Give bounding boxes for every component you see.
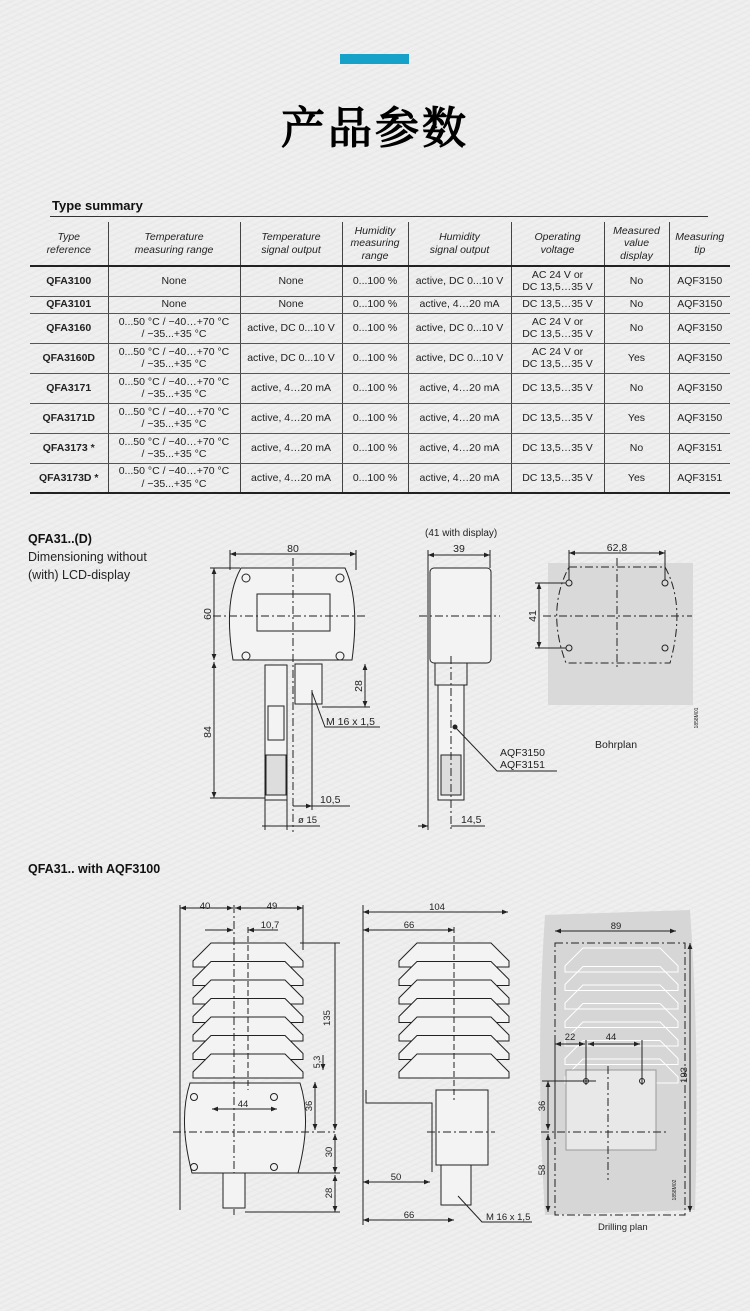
display-flag-cell: No (604, 433, 669, 463)
humidity-range-cell: 0...100 % (342, 463, 408, 493)
temperature-range-line: / −35...+35 °C (141, 477, 207, 490)
section1-desc-line2: (with) LCD-display (28, 568, 131, 582)
temperature-range-line: / −35...+35 °C (141, 448, 207, 460)
temperature-range-line: None (161, 275, 187, 287)
display-flag-cell: Yes (604, 403, 669, 433)
column-header-line: range (361, 249, 389, 262)
dim-36-plan: 36 (537, 1100, 548, 1112)
operating-voltage-line: DC 13,5…35 V (522, 381, 593, 394)
column-header-line: measuring range (134, 243, 214, 256)
column-header-line: Humidity (354, 224, 396, 237)
dim-dia-15: ø 15 (298, 815, 318, 826)
dim-thread-1: M 16 x 1,5 (326, 716, 376, 728)
display-flag-cell: Yes (604, 343, 669, 373)
dim-49: 49 (266, 901, 278, 912)
column-header-line: Measured (613, 224, 660, 237)
operating-voltage-line: DC 13,5…35 V (522, 281, 593, 294)
drilling-plan-caption: Drilling plan (598, 1222, 648, 1233)
dim-60: 60 (202, 608, 214, 620)
dim-28-front: 28 (324, 1187, 335, 1199)
column-header-line: Type (57, 231, 81, 243)
type-reference-cell: QFA3173 * (30, 433, 108, 463)
dim-41: 41 (527, 610, 539, 622)
dim-40: 40 (199, 901, 211, 912)
temperature-output-cell: active, DC 0...10 V (240, 313, 342, 343)
temperature-output-cell: active, 4…20 mA (240, 373, 342, 403)
display-flag-cell: No (604, 266, 669, 296)
operating-voltage-line: DC 13,5…35 V (522, 441, 593, 454)
dim-50: 50 (390, 1172, 402, 1183)
temperature-range-line: 0...50 °C / −40…+70 °C (118, 345, 230, 358)
column-header-line: measuring (350, 237, 400, 250)
temperature-range-line: / −35...+35 °C (141, 388, 207, 400)
measuring-tip-cell: AQF3150 (669, 343, 730, 373)
dim-80: 80 (287, 543, 299, 555)
dim-10-5: 10,5 (320, 794, 341, 806)
type-reference-cell: QFA3100 (30, 266, 108, 296)
display-flag-cell: Yes (604, 463, 669, 493)
temperature-output-cell: active, 4…20 mA (240, 403, 342, 433)
column-header-line: Operating (534, 231, 581, 243)
dim-58: 58 (537, 1164, 548, 1176)
measuring-tip-cell: AQF3151 (669, 433, 730, 463)
humidity-range-cell: 0...100 % (342, 296, 408, 313)
humidity-range-cell: 0...100 % (342, 403, 408, 433)
measuring-tip-cell: AQF3150 (669, 266, 730, 296)
temperature-range-line: 0...50 °C / −40…+70 °C (118, 435, 230, 448)
humidity-range-cell: 0...100 % (342, 433, 408, 463)
humidity-range-cell: 0...100 % (342, 266, 408, 296)
operating-voltage-line: DC 13,5…35 V (522, 471, 593, 484)
dim-104: 104 (429, 902, 445, 913)
dim-30: 30 (324, 1146, 335, 1158)
temperature-range-line: / −35...+35 °C (141, 358, 207, 370)
type-reference-cell: QFA3173D * (30, 463, 108, 493)
temperature-range-line: None (161, 298, 187, 311)
drawing-number-1: 1858M01 (694, 707, 700, 729)
dim-62-8: 62,8 (606, 542, 628, 554)
temperature-output-cell: active, DC 0...10 V (240, 343, 342, 373)
temperature-range-line: 0...50 °C / −40…+70 °C (118, 465, 230, 478)
humidity-output-cell: active, 4…20 mA (408, 373, 511, 403)
operating-voltage-line: DC 13,5…35 V (522, 411, 593, 424)
operating-voltage-line: AC 24 V or (531, 268, 584, 281)
operating-voltage-line: DC 13,5…35 V (522, 298, 593, 311)
display-flag-cell: No (604, 296, 669, 313)
table-title: Type summary (52, 198, 143, 213)
bohrplan-caption: Bohrplan (595, 739, 638, 751)
measuring-tip-cell: AQF3150 (669, 403, 730, 433)
section1-desc-line1: Dimensioning without (28, 550, 147, 564)
dim-193: 193 (679, 1067, 690, 1083)
bohrplan-drawing (535, 550, 693, 705)
temperature-output-cell: None (240, 296, 342, 313)
section2-title: QFA31.. with AQF3100 (28, 862, 161, 876)
column-header-line: reference (46, 243, 91, 256)
type-reference-cell: QFA3171 (30, 373, 108, 403)
temperature-range-line: 0...50 °C / −40…+70 °C (118, 375, 230, 388)
operating-voltage-line: AC 24 V or (531, 345, 584, 358)
aqf3100-side-view (363, 905, 532, 1225)
column-header-line: value (623, 237, 650, 250)
dim-thread-2: M 16 x 1,5 (486, 1212, 531, 1223)
temperature-range-line: 0...50 °C / −40…+70 °C (118, 405, 230, 418)
measuring-tip-cell: AQF3150 (669, 373, 730, 403)
display-flag-cell: No (604, 373, 669, 403)
dim-84: 84 (202, 726, 214, 738)
dim-22: 22 (564, 1032, 576, 1043)
column-header-line: Measuring (675, 231, 725, 243)
column-header-line: tip (694, 243, 706, 256)
dim-28: 28 (353, 680, 365, 692)
column-header-line: display (620, 249, 653, 262)
column-header-line: voltage (540, 243, 575, 256)
dim-135: 135 (322, 1010, 333, 1026)
dim-66-bottom: 66 (403, 1210, 415, 1221)
display-flag-cell: No (604, 313, 669, 343)
temperature-range-line: / −35...+35 °C (141, 418, 207, 430)
dim-66-top: 66 (403, 920, 415, 931)
humidity-output-cell: active, DC 0...10 V (408, 313, 511, 343)
measuring-tip-cell: AQF3150 (669, 296, 730, 313)
tip-label-2: AQF3151 (500, 759, 545, 771)
qfa31-side-view (418, 550, 557, 830)
temperature-range-line: 0...50 °C / −40…+70 °C (118, 315, 230, 328)
type-reference-cell: QFA3171D (30, 403, 108, 433)
temperature-range-line: / −35...+35 °C (141, 328, 207, 340)
type-reference-cell: QFA3160 (30, 313, 108, 343)
dim-10-7: 10,7 (260, 920, 280, 931)
humidity-output-cell: active, DC 0...10 V (408, 343, 511, 373)
temperature-output-cell: active, 4…20 mA (240, 463, 342, 493)
page-title: 产品参数 (281, 103, 469, 154)
dim-39: 39 (453, 543, 465, 555)
dim-36-front: 36 (304, 1100, 315, 1112)
humidity-range-cell: 0...100 % (342, 343, 408, 373)
operating-voltage-line: AC 24 V or (531, 315, 584, 328)
humidity-range-cell: 0...100 % (342, 373, 408, 403)
humidity-output-cell: active, 4…20 mA (408, 463, 511, 493)
operating-voltage-line: DC 13,5…35 V (522, 358, 593, 370)
humidity-output-cell: active, 4…20 mA (408, 403, 511, 433)
humidity-output-cell: active, 4…20 mA (408, 433, 511, 463)
temperature-output-cell: None (240, 266, 342, 296)
humidity-range-cell: 0...100 % (342, 313, 408, 343)
operating-voltage-line: DC 13,5…35 V (522, 328, 593, 340)
column-header-line: Humidity (439, 231, 480, 243)
dim-44-plan: 44 (605, 1032, 617, 1043)
drawing-number-2: 1858M02 (672, 1179, 678, 1201)
temperature-output-cell: active, 4…20 mA (240, 433, 342, 463)
dim-89: 89 (610, 921, 622, 932)
measuring-tip-cell: AQF3151 (669, 463, 730, 493)
type-reference-cell: QFA3101 (30, 296, 108, 313)
column-header-line: Temperature (261, 231, 321, 243)
dim-44-front: 44 (237, 1099, 249, 1110)
humidity-output-cell: active, DC 0...10 V (408, 266, 511, 296)
type-reference-cell: QFA3160D (30, 343, 108, 373)
column-header-line: signal output (261, 243, 321, 256)
column-header-line: Temperature (144, 231, 204, 243)
drilling-plan-drawing (540, 910, 697, 1215)
measuring-tip-cell: AQF3150 (669, 313, 730, 343)
section1-title: QFA31..(D) (28, 532, 92, 546)
side-note: (41 with display) (425, 528, 498, 539)
tip-label-1: AQF3150 (500, 747, 545, 759)
cable-gland (295, 664, 322, 704)
dim-5-3: 5,3 (312, 1055, 322, 1069)
column-header-line: signal output (429, 243, 490, 256)
dim-14-5: 14,5 (461, 814, 482, 826)
humidity-output-cell: active, 4…20 mA (408, 296, 511, 313)
